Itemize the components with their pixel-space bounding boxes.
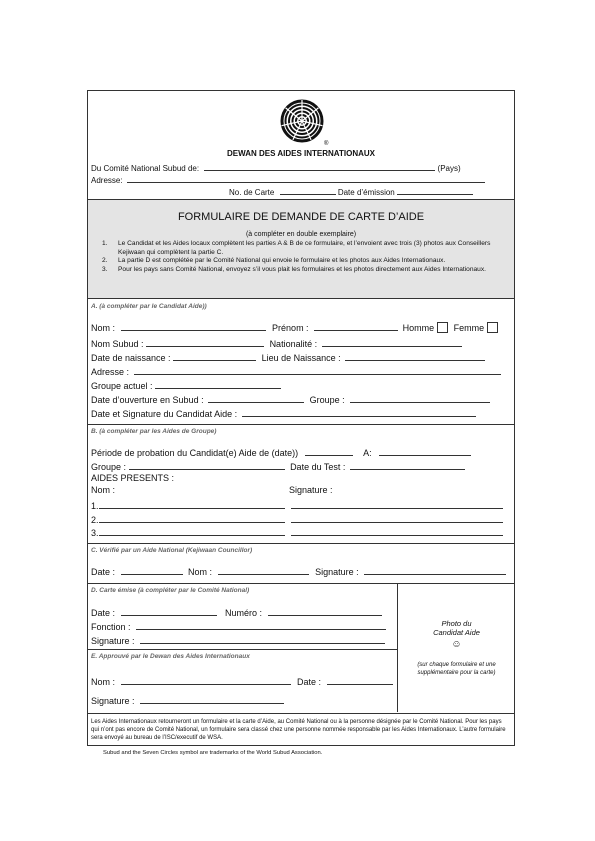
nom-subud-field[interactable] [146, 338, 264, 347]
divider [88, 424, 514, 425]
nationalite-field[interactable] [322, 338, 462, 347]
aide-row-number: 3. [91, 528, 99, 538]
organization-title: DEWAN DES AIDES INTERNATIONAUX [226, 149, 375, 158]
address-label: Adresse: [91, 176, 123, 185]
instruction-item: 3. Pour les pays sans Comité National, envoyez s’il vous plait les formulaires et les photos directement aux Aides Internationaux. [102, 265, 486, 273]
aides-signature-label: Signature : [289, 485, 333, 495]
periode-field[interactable] [305, 447, 353, 456]
aide-2-signature-field[interactable] [291, 514, 503, 523]
prenom-label: Prénom : [272, 323, 309, 333]
divider [88, 649, 397, 650]
a-label: A: [363, 448, 372, 458]
e-nom-field[interactable] [121, 676, 291, 685]
aide-row-number: 1. [91, 501, 99, 511]
date-signature-field[interactable] [242, 408, 476, 417]
groupe-field[interactable] [350, 394, 490, 403]
lieu-naissance-label: Lieu de Naissance : [261, 353, 341, 363]
groupe-b-field[interactable] [129, 461, 285, 470]
groupe-b-label: Groupe : [91, 462, 127, 472]
address-field[interactable] [127, 174, 485, 183]
homme-checkbox[interactable] [437, 322, 448, 333]
date-test-label: Date du Test : [290, 462, 346, 472]
lieu-naissance-field[interactable] [345, 352, 485, 361]
d-numero-field[interactable] [268, 607, 382, 616]
nom-label: Nom : [91, 323, 116, 333]
c-nom-label: Nom : [188, 567, 213, 577]
homme-label: Homme [402, 323, 435, 333]
smiley-icon: ☺ [451, 639, 462, 650]
d-signature-label: Signature : [91, 636, 135, 646]
photo-note: (sur chaque formulaire et une supplémentaire pour la carte) [417, 662, 496, 676]
section-b-title: B. (à compléter par les Aides de Groupe) [91, 428, 217, 435]
photo-box[interactable] [397, 584, 515, 712]
trademark-notice: Subud and the Seven Circles symbol are trademarks of the World Subud Association. [103, 750, 323, 756]
groupe-label: Groupe : [309, 395, 345, 405]
committee-field[interactable] [204, 162, 435, 171]
card-number-field[interactable] [280, 186, 336, 195]
e-date-label: Date : [297, 677, 322, 687]
instructions-list [102, 240, 506, 274]
subud-seven-circles-logo [272, 99, 332, 147]
d-fonction-field[interactable] [136, 621, 386, 630]
date-signature-label: Date et Signature du Candidat Aide : [91, 409, 238, 419]
instructions-band [88, 199, 514, 299]
e-signature-field[interactable] [140, 695, 284, 704]
nom-field[interactable] [121, 322, 266, 331]
femme-checkbox[interactable] [487, 322, 498, 333]
footer-text: Les Aides Internationaux retourneront un formulaire et la carte d’Aide, au Comité National ou à la personne désignée par le Comité National. Pour les pays qui n’ont pas encore de Comité National, un formulaire sera classé chez une personne nommée responsable par les Aides Internationaux. L’autre formulaire sera envoyé au bureau de l’ISC/executif de WSA. [91, 719, 506, 741]
c-signature-label: Signature : [315, 567, 359, 577]
emission-date-label: Date d’émission [337, 188, 395, 197]
date-naissance-label: Date de naissance : [91, 353, 171, 363]
photo-title-line1: Photo du [441, 619, 472, 628]
instruction-item: 1. Le Candidat et les Aides locaux complètent les parties A & B de ce formulaire, et l’envoient avec trois (3) photos aux Conseillers Kejiwaan qui complètent la partie C. [102, 240, 491, 256]
section-c-title: C. Vérifié par un Aide National (Kejiwaan Councillor) [91, 547, 253, 554]
femme-label: Femme [453, 323, 485, 333]
form-title: FORMULAIRE DE DEMANDE DE CARTE D’AIDE [177, 211, 425, 223]
aide-row-number: 2. [91, 515, 99, 525]
aide-1-nom-field[interactable] [99, 500, 285, 509]
d-date-label: Date : [91, 608, 116, 618]
photo-title-line2: Candidat Aide [433, 628, 480, 637]
form-frame [87, 90, 515, 746]
nom-subud-label: Nom Subud : [91, 339, 144, 349]
c-nom-field[interactable] [218, 566, 309, 575]
date-ouverture-label: Date d’ouverture en Subud : [91, 395, 204, 405]
a-field[interactable] [379, 447, 471, 456]
divider [88, 543, 514, 544]
pays-label: (Pays) [437, 164, 461, 173]
e-signature-label: Signature : [91, 696, 135, 706]
e-date-field[interactable] [327, 676, 393, 685]
d-date-field[interactable] [121, 607, 217, 616]
form-subtitle: (à compléter en double exemplaire) [245, 231, 357, 238]
aides-presents-label: AIDES PRESENTS : [91, 473, 175, 483]
section-a-title: A. (à compléter par le Candidat Aide)) [91, 303, 207, 310]
d-fonction-label: Fonction : [91, 622, 131, 632]
prenom-field[interactable] [314, 322, 398, 331]
d-signature-field[interactable] [140, 635, 385, 644]
instruction-item: 2. La partie D est complétée par le Comité National qui envoie le formulaire et les photos aux Aides Internationaux. [102, 257, 446, 264]
section-d-title: D. Carte émise (à compléter par le Comité National) [91, 587, 250, 594]
nationalite-label: Nationalité : [269, 339, 318, 349]
groupe-actuel-label: Groupe actuel : [91, 381, 153, 391]
date-test-field[interactable] [350, 461, 465, 470]
d-numero-label: Numéro : [225, 608, 263, 618]
divider [88, 713, 514, 714]
groupe-actuel-field[interactable] [155, 380, 281, 389]
committee-label: Du Comité National Subud de: [91, 164, 200, 173]
date-ouverture-field[interactable] [208, 394, 304, 403]
c-signature-field[interactable] [364, 566, 506, 575]
c-date-field[interactable] [121, 566, 183, 575]
aide-3-nom-field[interactable] [99, 527, 285, 536]
periode-label: Période de probation du Candidat(e) Aide de (date)) [91, 448, 299, 458]
emission-date-field[interactable] [397, 186, 473, 195]
date-naissance-field[interactable] [173, 352, 256, 361]
adresse-field[interactable] [134, 366, 501, 375]
adresse-label: Adresse : [91, 367, 130, 377]
c-date-label: Date : [91, 567, 116, 577]
aide-1-signature-field[interactable] [291, 500, 503, 509]
aide-2-nom-field[interactable] [99, 514, 285, 523]
aides-nom-label: Nom : [91, 485, 116, 495]
section-e-title: E. Approuvé par le Dewan des Aides Internationaux [91, 653, 250, 660]
card-number-label: No. de Carte [229, 188, 275, 197]
registered-mark: ® [324, 141, 329, 147]
e-nom-label: Nom : [91, 677, 116, 687]
aide-3-signature-field[interactable] [291, 527, 503, 536]
